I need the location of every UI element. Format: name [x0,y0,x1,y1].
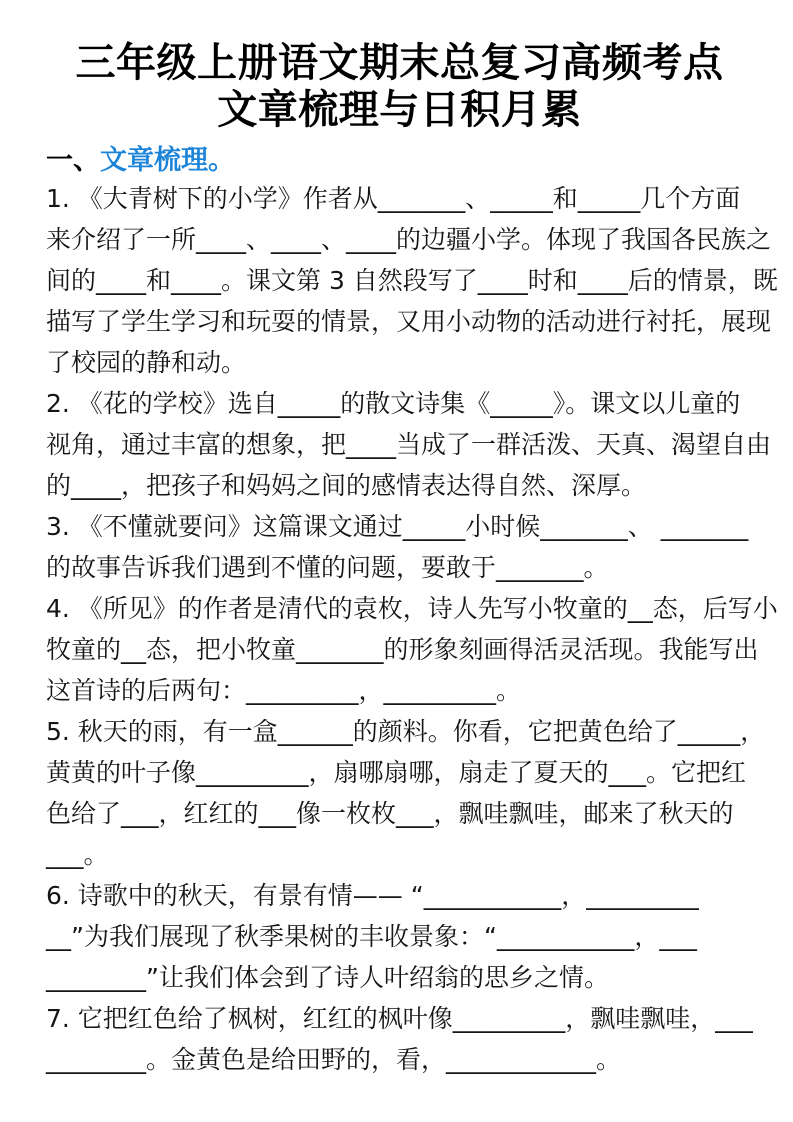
question-7-line-2: ________。金黄色是给田野的，看，____________。 [46,1045,622,1074]
question-2-line-3: 的____，把孩子和妈妈之间的感情表达得自然、深厚。 [46,471,647,500]
question-7 [46,998,753,1080]
question-3 [46,506,753,588]
question-4-line-1: 4. 《所见》的作者是清代的袁枚，诗人先写小牧童的__态，后写小 [46,594,778,623]
question-5-line-1: 5. 秋天的雨，有一盒______的颜料。你看，它把黄色给了_____， [46,717,766,746]
question-1-line-3: 间的____和____。课文第 3 自然段写了____时和____后的情景，既 [46,266,778,295]
question-2-line-1: 2. 《花的学校》选自_____的散文诗集《_____》。课文以儿童的 [46,389,741,418]
page-title-line-2: 文章梳理与日积月累 [217,87,582,133]
section-number: 一、 [46,145,100,176]
question-3-line-2: 的故事告诉我们遇到不懂的问题，要敢于_______。 [46,553,609,582]
question-4-line-2: 牧童的__态，把小牧童_______的形象刻画得活灵活现。我能写出 [46,635,759,664]
question-1 [46,178,778,383]
question-1-line-5: 了校园的静和动。 [46,348,247,377]
question-3-line-1: 3. 《不懂就要问》这篇课文通过_____小时候_______、 _______ [46,512,749,541]
question-1-line-2: 来介绍了一所____、____、____的边疆小学。体现了我国各民族之 [46,225,772,254]
question-5-line-2: 黄黄的叶子像_________，扇哪扇哪，扇走了夏天的___。它把红 [46,758,747,787]
page-title-line-1: 三年级上册语文期末总复习高频考点 [75,40,724,86]
question-6-line-3: ________”让我们体会到了诗人叶绍翁的思乡之情。 [46,963,609,992]
question-6-line-1: 6. 诗歌中的秋天，有景有情—— “___________，_________ [46,881,699,910]
question-1-line-1: 1. 《大青树下的小学》作者从_______、_____和_____几个方面 [46,184,741,213]
question-7-line-1: 7. 它把红色给了枫树，红红的枫叶像_________，飘哇飘哇，___ [46,1004,753,1033]
question-1-line-4: 描写了学生学习和玩耍的情景，又用小动物的活动进行衬托，展现 [46,307,772,336]
question-6 [46,875,753,998]
question-6-line-2: __”为我们展现了秋季果树的丰收景象：“___________，___ [46,922,697,951]
question-4-line-3: 这首诗的后两句：_________，_________。 [46,676,522,705]
section-heading [46,143,753,178]
question-2-line-2: 视角，通过丰富的想象，把____当成了一群活泼、天真、渴望自由 [46,430,772,459]
section-title: 文章梳理。 [100,145,235,176]
question-5-line-4: ___。 [46,840,109,869]
question-4 [46,588,778,711]
question-5-line-3: 色给了___，红红的___像一枚枚___，飘哇飘哇，邮来了秋天的 [46,799,734,828]
question-2 [46,383,772,506]
page-title [46,40,753,134]
question-5 [46,711,766,875]
